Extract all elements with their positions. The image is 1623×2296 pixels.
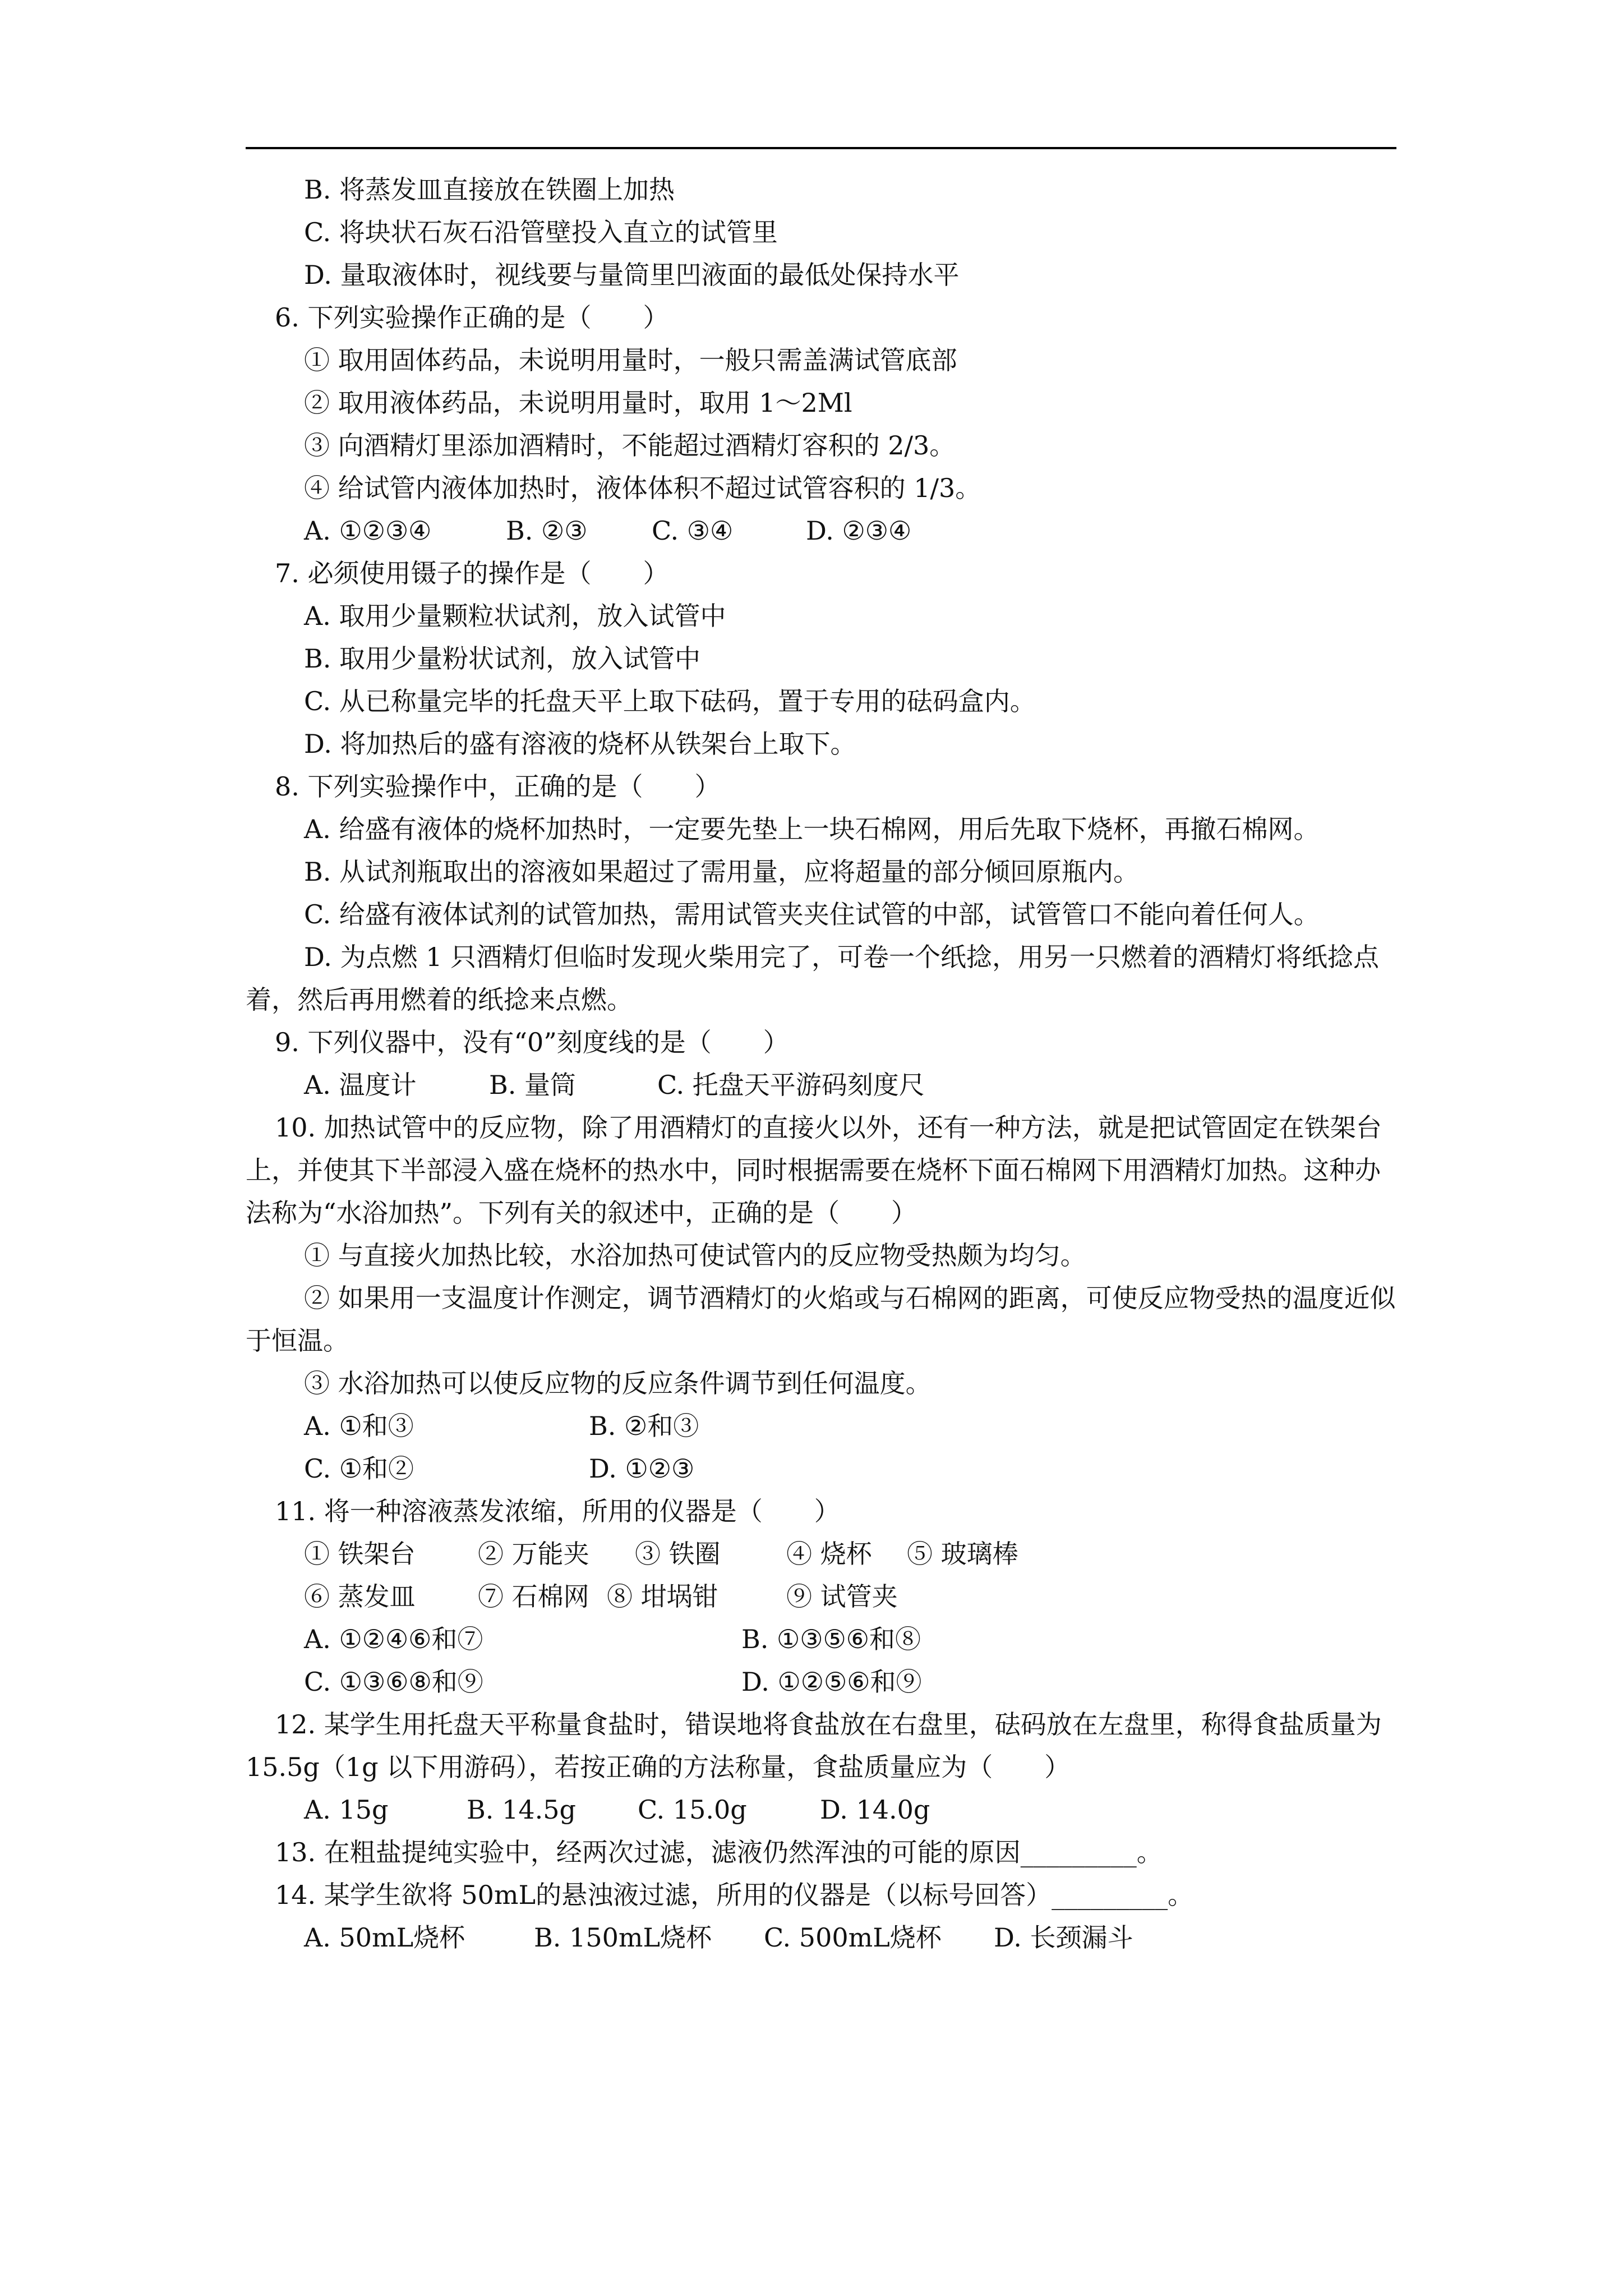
q11-instrument-2: ② 万能夹: [478, 1539, 589, 1569]
q11-choices-row1: [246, 1618, 1396, 1660]
q12-choice-a: A. 15g: [304, 1795, 389, 1825]
q14-choice-a: A. 50mL烧杯: [304, 1922, 465, 1953]
q8-option-a: A. 给盛有液体的烧杯加热时，一定要先垫上一块石棉网，用后先取下烧杯，再撤石棉网。: [304, 814, 1320, 844]
q6-choice-c: C. ③④: [652, 516, 734, 546]
q5-option-c: C. 将块状石灰石沿管壁投入直立的试管里: [304, 217, 778, 247]
q6-choices: [246, 509, 1396, 552]
q7-option-d: D. 将加热后的盛有溶液的烧杯从铁架台上取下。: [304, 729, 856, 759]
q10-choices-row1: [246, 1405, 1396, 1447]
q10-choice-c: C. ①和②: [304, 1453, 414, 1484]
q11-choice-a: A. ①②④⑥和⑦: [304, 1624, 483, 1654]
q11-instrument-6: ⑥ 蒸发皿: [304, 1581, 416, 1612]
q8-option-c: C. 给盛有液体试剂的试管加热，需用试管夹夹住试管的中部，试管管口不能向着任何人。: [304, 899, 1320, 930]
q12-stem: 12. 某学生用托盘天平称量食盐时，错误地将食盐放在右盘里，砝码放在左盘里，称得食盐质量为 15.5g（1g 以下用游码），若按正确的方法称量，食盐质量应为（ ）: [246, 1709, 1382, 1782]
q11-instrument-8: ⑧ 坩埚钳: [607, 1581, 718, 1612]
q8-option-b: B. 从试剂瓶取出的溶液如果超过了需用量，应将超量的部分倾回原瓶内。: [304, 857, 1140, 887]
q10-item-3: ③ 水浴加热可以使反应物的反应条件调节到任何温度。: [304, 1368, 932, 1398]
q6-item-2: ② 取用液体药品，未说明用量时，取用 1～2Ml: [304, 388, 852, 418]
q11-instruments-row1: [246, 1533, 1396, 1575]
q7-option-a: A. 取用少量颗粒状试剂，放入试管中: [304, 601, 726, 631]
q10-item-2: ② 如果用一支温度计作测定，调节酒精灯的火焰或与石棉网的距离，可使反应物受热的温度近似于恒温。: [246, 1283, 1396, 1356]
q11-instrument-7: ⑦ 石棉网: [478, 1581, 589, 1612]
q11-instrument-3: ③ 铁圈: [635, 1539, 721, 1569]
q11-instruments-row2: [246, 1575, 1396, 1618]
q6-item-1: ① 取用固体药品，未说明用量时，一般只需盖满试管底部: [304, 345, 957, 375]
q9-choice-a: A. 温度计: [304, 1070, 417, 1100]
q7-stem: 7. 必须使用镊子的操作是（ ）: [275, 558, 669, 588]
q9-choices: [246, 1064, 1396, 1106]
q11-choice-d: D. ①②⑤⑥和⑨: [741, 1667, 922, 1697]
q5-option-d: D. 量取液体时，视线要与量筒里凹液面的最低处保持水平: [304, 260, 960, 290]
q5-option-b: B. 将蒸发皿直接放在铁圈上加热: [304, 174, 675, 205]
q9-stem: 9. 下列仪器中，没有“0”刻度线的是（ ）: [275, 1027, 789, 1057]
q7-option-b: B. 取用少量粉状试剂，放入试管中: [304, 643, 701, 674]
q10-choices-row2: [246, 1447, 1396, 1490]
q14-choice-b: B. 150mL烧杯: [534, 1922, 712, 1953]
q8-option-d: D. 为点燃 1 只酒精灯但临时发现火柴用完了，可卷一个纸捻，用另一只燃着的酒精灯将纸捻点着，然后再用燃着的纸捻来点燃。: [246, 942, 1379, 1015]
q6-choice-a: A. ①②③④: [304, 516, 432, 546]
q12-choice-b: B. 14.5g: [467, 1795, 576, 1825]
q11-choice-c: C. ①③⑥⑧和⑨: [304, 1667, 483, 1697]
q12-choice-d: D. 14.0g: [820, 1795, 930, 1825]
q14-choice-d: D. 长颈漏斗: [994, 1922, 1133, 1953]
q11-instrument-1: ① 铁架台: [304, 1539, 416, 1569]
q11-stem: 11. 将一种溶液蒸发浓缩，所用的仪器是（ ）: [275, 1496, 840, 1526]
q12-choice-c: C. 15.0g: [638, 1795, 747, 1825]
q11-instrument-5: ⑤ 玻璃棒: [907, 1539, 1018, 1569]
q8-stem: 8. 下列实验操作中，正确的是（ ）: [275, 771, 721, 802]
q14-choices: [246, 1916, 1396, 1959]
document-body: [246, 168, 1396, 1959]
q11-instrument-9: ⑨ 试管夹: [786, 1581, 898, 1612]
q7-option-c: C. 从已称量完毕的托盘天平上取下砝码，置于专用的砝码盒内。: [304, 686, 1036, 716]
q11-choices-row2: [246, 1660, 1396, 1703]
q6-stem: 6. 下列实验操作正确的是（ ）: [275, 302, 669, 333]
q10-choice-b: B. ②和③: [589, 1411, 699, 1441]
q9-choice-b: B. 量筒: [489, 1070, 577, 1100]
q9-choice-c: C. 托盘天平游码刻度尺: [657, 1070, 925, 1100]
q6-choice-d: D. ②③④: [806, 516, 912, 546]
q12-choices: [246, 1788, 1396, 1831]
q10-stem: 10. 加热试管中的反应物，除了用酒精灯的直接火以外，还有一种方法，就是把试管固定在铁架台上，并使其下半部浸入盛在烧杯的热水中，同时根据需要在烧杯下面石棉网下用酒精灯加热。这种办法称为“水浴加热”。下列有关的叙述中，正确的是（ ）: [246, 1112, 1382, 1228]
q14-choice-c: C. 500mL烧杯: [764, 1922, 942, 1953]
q13-stem: 13. 在粗盐提纯实验中，经两次过滤，滤液仍然浑浊的可能的原因_________。: [275, 1837, 1163, 1867]
q6-item-4: ④ 给试管内液体加热时，液体体积不超过试管容积的 1/3。: [304, 473, 981, 503]
q11-choice-b: B. ①③⑤⑥和⑧: [741, 1624, 921, 1654]
header-rule: [246, 147, 1396, 149]
q10-choice-a: A. ①和③: [304, 1411, 414, 1441]
q6-item-3: ③ 向酒精灯里添加酒精时，不能超过酒精灯容积的 2/3。: [304, 430, 956, 461]
q11-instrument-4: ④ 烧杯: [786, 1539, 872, 1569]
q14-stem: 14. 某学生欲将 50mL的悬浊液过滤，所用的仪器是（以标号回答）_________。: [275, 1880, 1194, 1910]
q10-item-1: ① 与直接火加热比较，水浴加热可使试管内的反应物受热颇为均匀。: [304, 1240, 1086, 1271]
q10-choice-d: D. ①②③: [589, 1453, 695, 1484]
q6-choice-b: B. ②③: [506, 516, 588, 546]
